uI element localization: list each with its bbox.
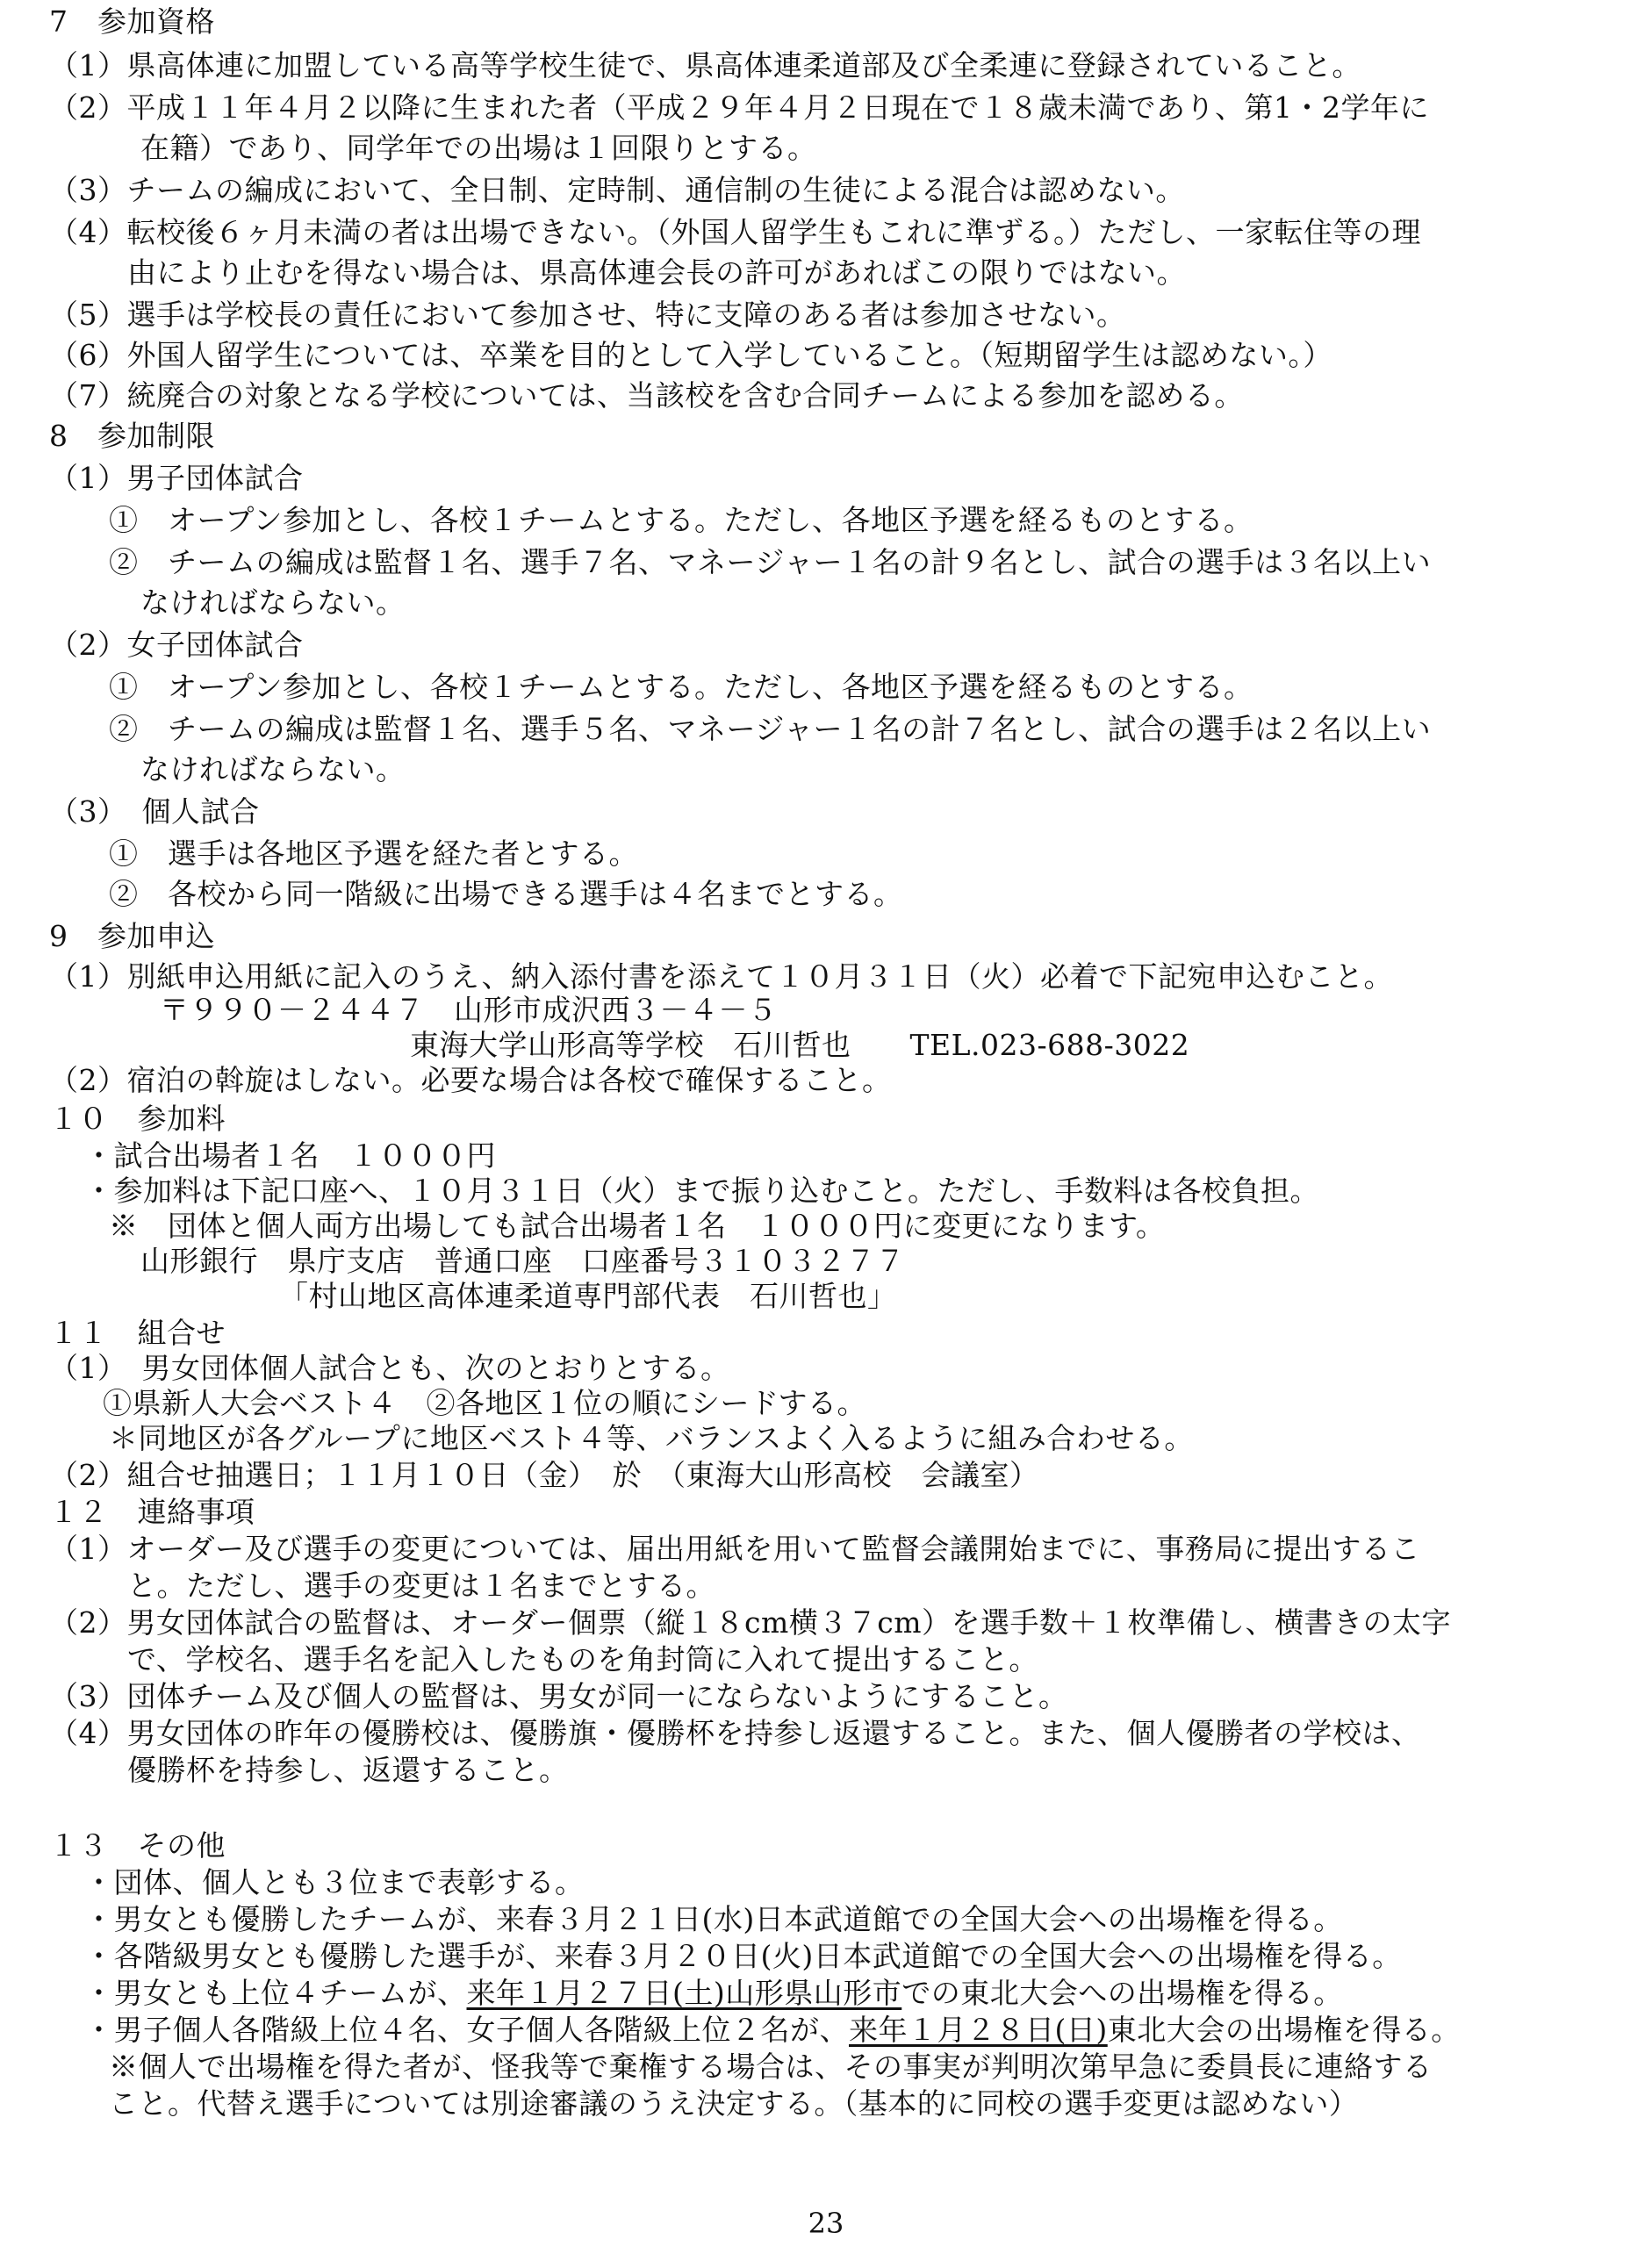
bank-line: 山形銀行 県庁支店 普通口座 口座番号３１０３２７７ bbox=[140, 1244, 905, 1278]
list-item: （2）男女団体試合の監督は、オーダー個票（縦１８cm横３７cm）を選手数＋１枚準備し、横書きの太字 bbox=[49, 1605, 1452, 1640]
list-item: （4）男女団体の昨年の優勝校は、優勝旗・優勝杯を持参し返還すること。また、個人優勝者の学校は、 bbox=[49, 1716, 1421, 1750]
note-line: ※ 団体と個人両方出場しても試合出場者１名 １０００円に変更になります。 bbox=[109, 1209, 1166, 1243]
section-heading: 8 参加制限 bbox=[49, 419, 215, 453]
list-item: （1）オーダー及び選手の変更については、届出用紙を用いて監督会議開始までに、事務局に提出するこ bbox=[49, 1532, 1420, 1566]
contact-line: 東海大学山形高等学校 石川哲也 TEL.023-688-3022 bbox=[410, 1028, 1190, 1062]
list-item: （6）外国人留学生については、卒業を目的として入学していること。（短期留学生は認めない。） bbox=[49, 338, 1332, 372]
list-item: ・試合出場者１名 １０００円 bbox=[84, 1138, 496, 1173]
text: での東北大会への出場権を得る。 bbox=[901, 1976, 1343, 2010]
list-item: ・男女とも優勝したチームが、来春３月２１日(水)日本武道館での全国大会への出場権を得る。 bbox=[84, 1902, 1343, 1936]
page-number: 23 bbox=[808, 2207, 844, 2240]
list-item: ・参加料は下記口座へ、１０月３１日（火）まで振り込むこと。ただし、手数料は各校負担。 bbox=[84, 1174, 1319, 1208]
list-item: ・各階級男女とも優勝した選手が、来春３月２０日(火)日本武道館での全国大会への出場権を得る。 bbox=[84, 1939, 1402, 1973]
list-item-continuation: 在籍）であり、同学年での出場は１回限りとする。 bbox=[140, 131, 817, 165]
list-item bbox=[84, 1975, 1652, 2012]
note-line: ※個人で出場権を得た者が、怪我等で棄権する場合は、その事実が判明次第早急に委員長に連絡する bbox=[109, 2050, 1433, 2084]
list-item: ② チームの編成は監督１名、選手５名、マネージャー１名の計７名とし、試合の選手は２名以上い bbox=[109, 712, 1432, 746]
list-item: （4）転校後６ヶ月未満の者は出場できない。（外国人留学生もこれに準ずる。）ただし、一家転住等の理 bbox=[49, 215, 1421, 249]
section-heading: 7 参加資格 bbox=[49, 4, 215, 39]
list-item-continuation: なければならない。 bbox=[140, 752, 406, 786]
section-heading: 9 参加申込 bbox=[49, 919, 215, 953]
list-item: （3）チームの編成において、全日制、定時制、通信制の生徒による混合は認めない。 bbox=[49, 173, 1185, 207]
text: ・男女とも上位４チームが、 bbox=[84, 1976, 467, 2010]
section-heading: １２ 連絡事項 bbox=[49, 1495, 255, 1529]
list-item: （1） 男女団体個人試合とも、次のとおりとする。 bbox=[49, 1351, 730, 1385]
section-heading: １０ 参加料 bbox=[49, 1102, 226, 1136]
list-item: （1）県高体連に加盟している高等学校生徒で、県高体連柔道部及び全柔連に登録されていること。 bbox=[49, 48, 1361, 83]
list-item: ① 選手は各地区予選を経た者とする。 bbox=[109, 836, 638, 871]
list-item: （2）平成１１年４月２以降に生まれた者（平成２９年４月２日現在で１８歳未満であり、第1・2学年に bbox=[49, 90, 1429, 125]
section-heading: １１ 組合せ bbox=[49, 1316, 226, 1350]
text: 東北大会の出場権を得る。 bbox=[1107, 2013, 1461, 2047]
list-item: （3） 個人試合 bbox=[49, 794, 260, 829]
account-holder: 「村山地区高体連柔道専門部代表 石川哲也」 bbox=[279, 1279, 897, 1313]
list-item: （3）団体チーム及び個人の監督は、男女が同一にならないようにすること。 bbox=[49, 1679, 1068, 1713]
list-item: （1）別紙申込用紙に記入のうえ、納入添付書を添えて１０月３１日（火）必着で下記宛申込むこと。 bbox=[49, 959, 1393, 994]
list-item: （1）男子団体試合 bbox=[49, 461, 304, 495]
list-item: （2）組合せ抽選日；１１月１０日（金） 於 （東海大山形高校 会議室） bbox=[49, 1458, 1039, 1492]
list-item bbox=[84, 2012, 1652, 2049]
address-line: 〒９９０－２４４７ 山形市成沢西３－４－５ bbox=[160, 993, 778, 1027]
list-item: ① オープン参加とし、各校１チームとする。ただし、各地区予選を経るものとする。 bbox=[109, 670, 1253, 704]
list-item: （2）宿泊の斡旋はしない。必要な場合は各校で確保すること。 bbox=[49, 1063, 892, 1097]
underlined-text: 来年１月２７日(土)山形県山形市 bbox=[466, 1976, 902, 2010]
note-line: ＊同地区が各グループに地区ベスト４等、バランスよく入るように組み合わせる。 bbox=[109, 1421, 1194, 1455]
list-item-continuation: 由により止むを得ない場合は、県高体連会長の許可があればこの限りではない。 bbox=[127, 255, 1186, 290]
list-item-continuation: と。ただし、選手の変更は１名までとする。 bbox=[127, 1569, 715, 1603]
underlined-text: 来年１月２８日(日) bbox=[849, 2013, 1108, 2047]
list-item-continuation: で、学校名、選手名を記入したものを角封筒に入れて提出すること。 bbox=[127, 1642, 1038, 1676]
list-item-continuation: 優勝杯を持参し、返還すること。 bbox=[127, 1753, 569, 1787]
list-item: ①県新人大会ベスト４ ②各地区１位の順にシードする。 bbox=[103, 1386, 867, 1420]
note-line: こと。代替え選手については別途審議のうえ決定する。（基本的に同校の選手変更は認めない） bbox=[109, 2086, 1359, 2121]
list-item-continuation: なければならない。 bbox=[140, 585, 406, 620]
list-item: ② チームの編成は監督１名、選手７名、マネージャー１名の計９名とし、試合の選手は３名以上い bbox=[109, 545, 1432, 579]
list-item: （7）統廃合の対象となる学校については、当該校を含む合同チームによる参加を認める。 bbox=[49, 378, 1244, 413]
list-item: （2）女子団体試合 bbox=[49, 628, 304, 662]
section-heading: １３ その他 bbox=[49, 1828, 226, 1863]
list-item: （5）選手は学校長の責任において参加させ、特に支障のある者は参加させない。 bbox=[49, 298, 1126, 332]
list-item: ① オープン参加とし、各校１チームとする。ただし、各地区予選を経るものとする。 bbox=[109, 503, 1253, 537]
list-item: ・団体、個人とも３位まで表彰する。 bbox=[84, 1865, 585, 1899]
text: ・男子個人各階級上位４名、女子個人各階級上位２名が、 bbox=[84, 2013, 849, 2047]
list-item: ② 各校から同一階級に出場できる選手は４名までとする。 bbox=[109, 877, 903, 911]
